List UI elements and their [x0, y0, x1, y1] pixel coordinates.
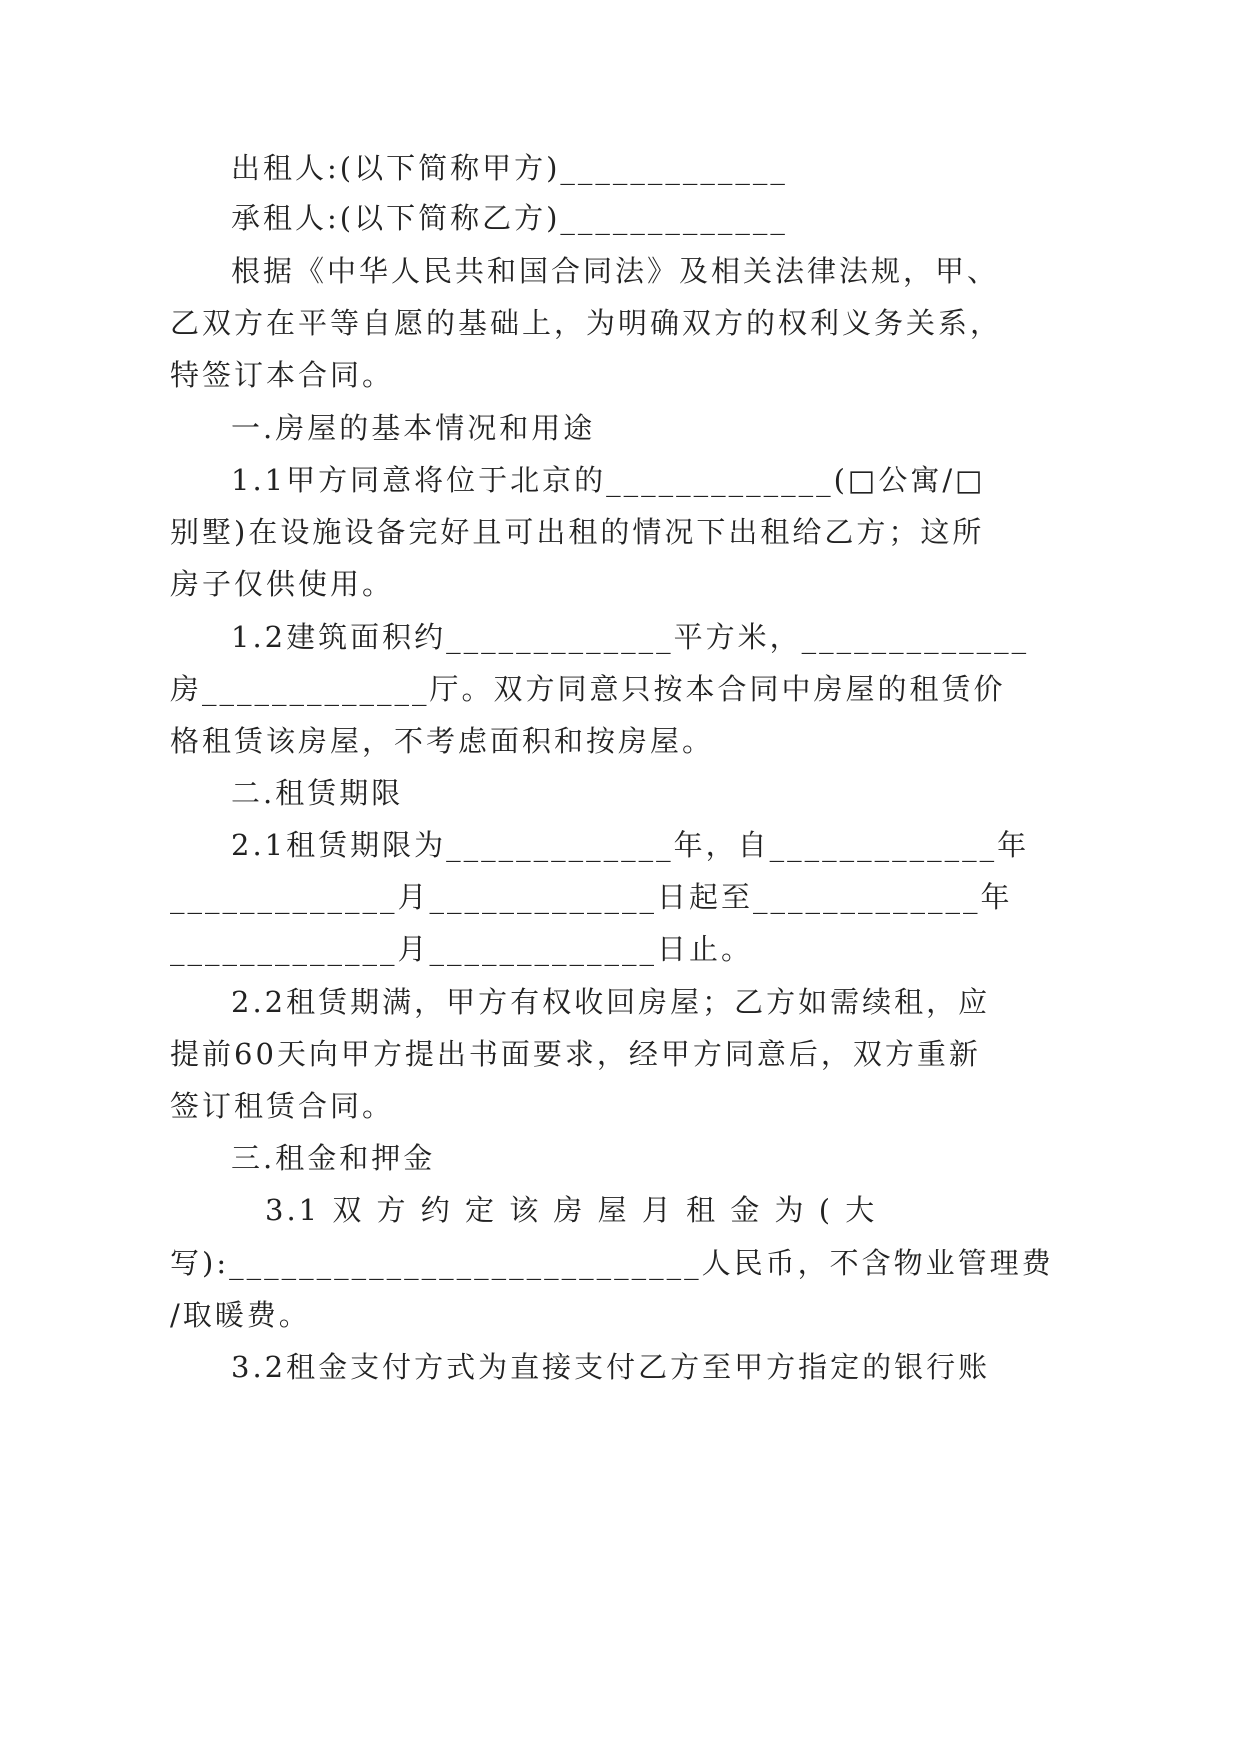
- clause-1-2-line-1: [231, 612, 1241, 662]
- clause-2-1-line-2: [170, 872, 1241, 922]
- clause-2-2-line-2: [170, 1029, 1241, 1079]
- clause-1-1-text-3: 房子仅供使用。: [170, 567, 395, 601]
- section-3-title: 三.租金和押金: [231, 1141, 436, 1175]
- clause-3-2-line-1: [231, 1342, 1241, 1392]
- clause-1-1-line-1: [231, 455, 1241, 505]
- clause-1-2-line-2: [170, 664, 1241, 714]
- clause-2-1-text-3: _____________月_____________日止。: [170, 932, 754, 966]
- section-2-heading: [231, 768, 1241, 818]
- clause-2-2-text-3: 签订租赁合同。: [170, 1089, 395, 1123]
- preamble-line-2: [170, 298, 1241, 348]
- lessor-line: [231, 143, 1241, 193]
- clause-3-1-line-2: [170, 1238, 1241, 1288]
- preamble-text-2: 乙双方在平等自愿的基础上，为明确双方的权利义务关系，: [170, 306, 1003, 340]
- clause-1-2-text-3: 格租赁该房屋，不考虑面积和按房屋。: [170, 724, 715, 758]
- clause-2-2-line-3: [170, 1081, 1241, 1131]
- clause-1-1-text-1: 1.1甲方同意将位于北京的_____________(□公寓/□: [231, 463, 986, 497]
- section-3-heading: [231, 1133, 1241, 1183]
- clause-3-1-text-3: /取暖费。: [170, 1298, 311, 1332]
- clause-2-2-text-2: 提前60天向甲方提出书面要求，经甲方同意后，双方重新: [170, 1037, 981, 1071]
- preamble-line-1: [231, 246, 1241, 296]
- preamble-text-3: 特签订本合同。: [170, 358, 395, 392]
- clause-3-2-text-1: 3.2租金支付方式为直接支付乙方至甲方指定的银行账: [231, 1350, 991, 1384]
- clause-2-1-text-1: 2.1租赁期限为_____________年，自_____________年: [231, 828, 1030, 862]
- clause-2-1-line-1: [231, 820, 1241, 870]
- clause-1-1-line-3: [170, 559, 1241, 609]
- clause-1-2-text-1: 1.2建筑面积约_____________平方米，_____________: [231, 620, 1030, 654]
- preamble-text-1: 根据《中华人民共和国合同法》及相关法律法规，甲、: [231, 254, 1000, 288]
- clause-3-1-line-1: [265, 1185, 1241, 1235]
- section-2-title: 二.租赁期限: [231, 776, 404, 810]
- preamble-line-3: [170, 350, 1241, 400]
- clause-2-2-text-1: 2.2租赁期满，甲方有权收回房屋；乙方如需续租，应: [231, 985, 991, 1019]
- clause-1-2-text-2: 房_____________厅。双方同意只按本合同中房屋的租赁价: [170, 672, 1006, 706]
- clause-3-1-text-2: 写):___________________________人民币，不含物业管理费: [170, 1246, 1054, 1280]
- clause-2-2-line-1: [231, 977, 1241, 1027]
- clause-2-1-text-2: _____________月_____________日起至_____________年: [170, 880, 1013, 914]
- clause-1-1-text-2: 别墅)在设施设备完好且可出租的情况下出租给乙方；这所: [170, 515, 985, 549]
- clause-1-2-line-3: [170, 716, 1241, 766]
- lessor-text: 出租人:(以下简称甲方)_____________: [231, 151, 788, 185]
- lessee-text: 承租人:(以下简称乙方)_____________: [231, 201, 788, 235]
- clause-3-1-line-3: [170, 1290, 1241, 1340]
- section-1-heading: [231, 403, 1241, 453]
- clause-2-1-line-3: [170, 924, 1241, 974]
- lessee-line: [231, 193, 1241, 243]
- section-1-title: 一.房屋的基本情况和用途: [231, 411, 596, 445]
- clause-1-1-line-2: [170, 507, 1241, 557]
- clause-3-1-text-1: 3.1 双 方 约 定 该 房 屋 月 租 金 为 ( 大: [265, 1193, 878, 1227]
